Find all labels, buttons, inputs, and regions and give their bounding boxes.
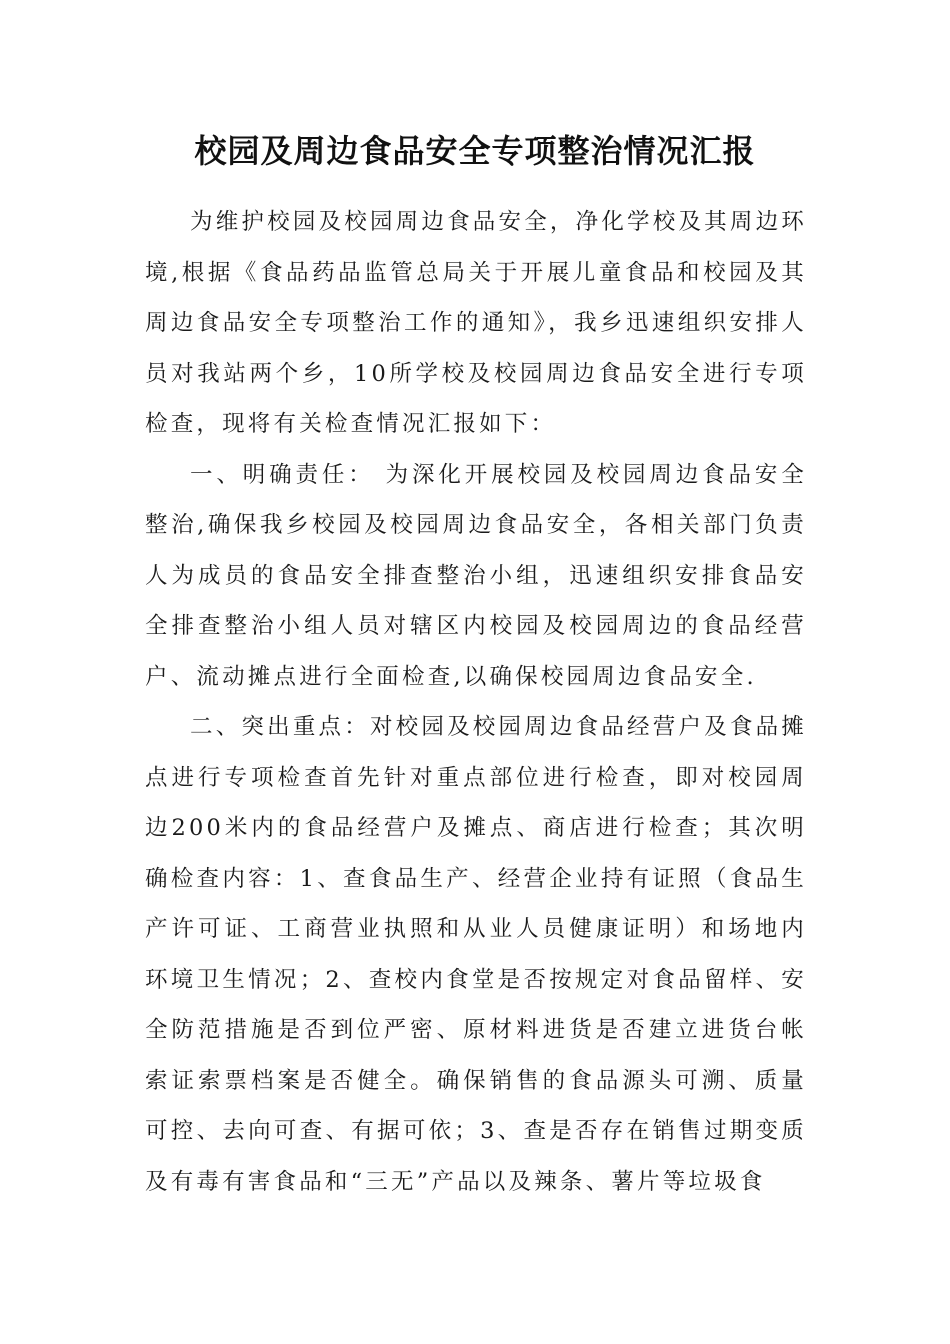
paragraph-intro: 为维护校园及校园周边食品安全，净化学校及其周边环境,根据《食品药品监管总局关于开展儿童食品和校园及其周边食品安全专项整治工作的通知》，我乡迅速组织安排人员对我站两个乡，10所学校及校园周边食品安全进行专项检查，现将有关检查情况汇报如下：	[145, 209, 807, 437]
document-title: 校园及周边食品安全专项整治情况汇报	[194, 132, 756, 170]
paragraph-key-points: 二、突出重点：对校园及校园周边食品经营户及食品摊点进行专项检查首先针对重点部位进行检查，即对校园周边200米内的食品经营户及摊点、商店进行检查；其次明确检查内容：1、查食品生产、经营企业持有证照（食品生产许可证、工商营业执照和从业人员健康证明）和场地内环境卫生情况；2、查校内食堂是否按规定对食品留样、安全防范措施是否到位严密、原材料进货是否建立进货台帐索证索票档案是否健全。确保销售的食品源头可溯、质量可控、去向可查、有据可依；3、查是否存在销售过期变质及有毒有害食品和“三无”产品以及辣条、薯片等垃圾食	[145, 714, 807, 1195]
paragraph-responsibility: 一、明确责任： 为深化开展校园及校园周边食品安全整治,确保我乡校园及校园周边食品安全，各相关部门负责人为成员的食品安全排查整治小组，迅速组织安排食品安全排查整治小组人员对辖区内校园及校园周边的食品经营户、流动摊点进行全面检查,以确保校园周边食品安全.	[145, 461, 807, 690]
document-body	[145, 197, 807, 1207]
